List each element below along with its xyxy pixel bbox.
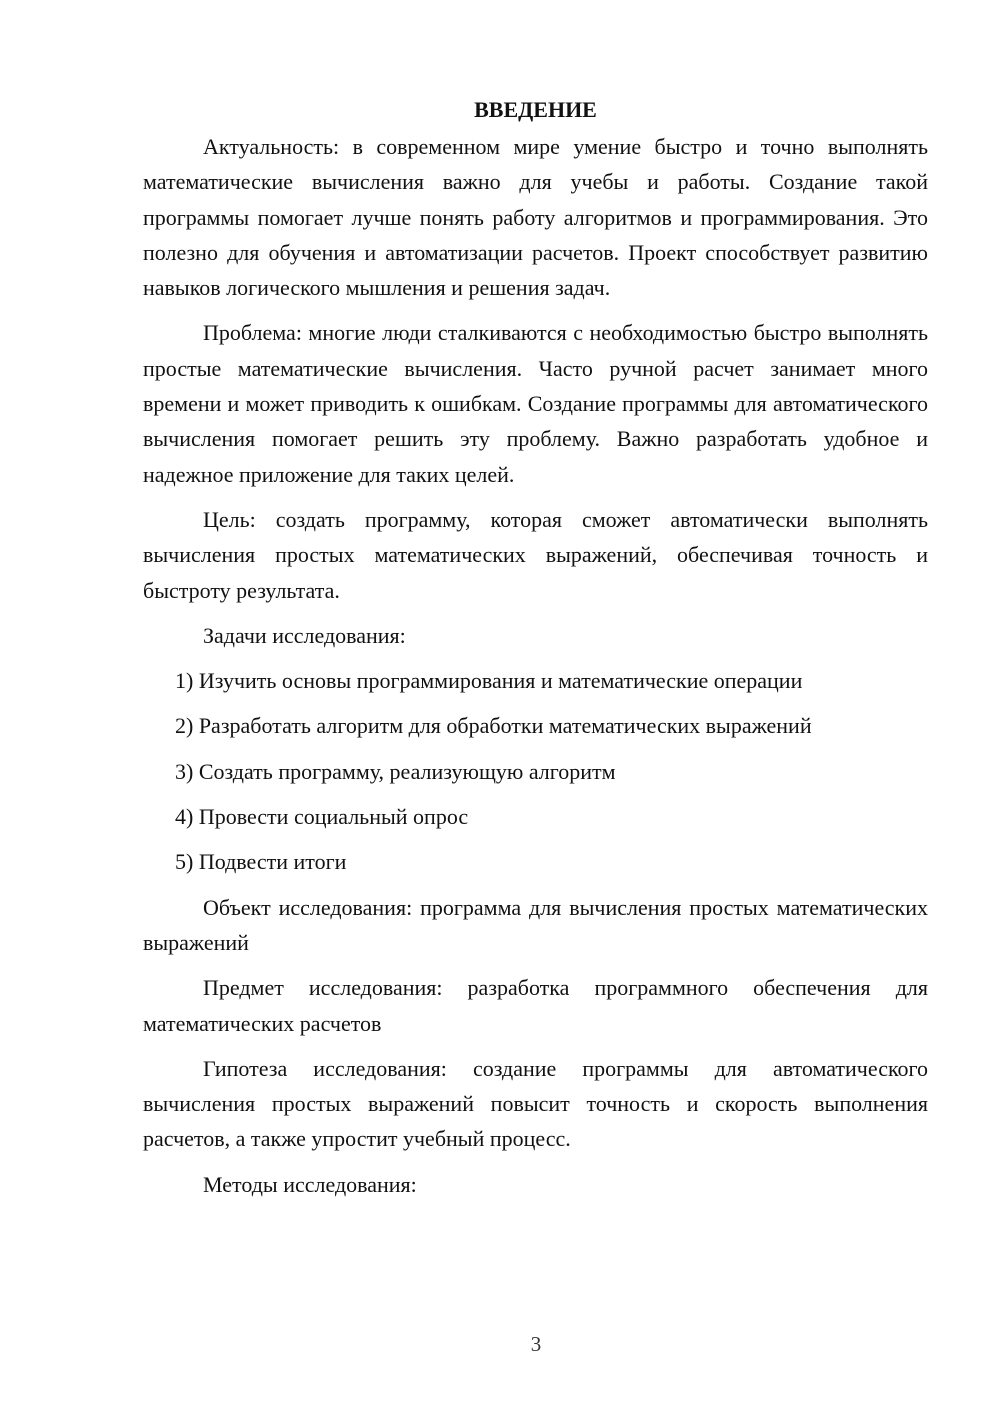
hypothesis-paragraph: Гипотеза исследования: создание программы для автоматического вычисления простых выражений повысит точность и скорость выполнения расчетов, а также упростит учебный процесс. xyxy=(143,1055,928,1152)
task-item: 4) Провести социальный опрос xyxy=(175,804,469,830)
task-item: 5) Подвести итоги xyxy=(175,849,347,875)
page-number: 3 xyxy=(530,1332,542,1356)
relevance-paragraph: Актуальность: в современном мире умение быстро и точно выполнять математические вычисления важно для учебы и работы. Создание такой программы помогает лучше понять работу алгоритмов и программирования. Это полезно для обучения и автоматизации расчетов. Проект способствует развитию навыков логического мышления и решения задач. xyxy=(143,134,928,301)
section-title: ВВЕДЕНИЕ xyxy=(474,97,597,122)
problem-paragraph: Проблема: многие люди сталкиваются с необходимостью быстро выполнять простые математические вычисления. Часто ручной расчет занимает много времени и может приводить к ошибкам. Создание программы для автоматического вычисления помогает решить эту проблему. Важно разработать удобное и надежное приложение для таких целей. xyxy=(143,320,928,487)
goal-paragraph: Цель: создать программу, которая сможет автоматически выполнять вычисления простых математических выражений, обеспечивая точность и быстроту результата. xyxy=(143,506,928,603)
methods-heading: Методы исследования: xyxy=(203,1171,417,1197)
task-item: 3) Создать программу, реализующую алгоритм xyxy=(175,758,616,784)
task-item: 1) Изучить основы программирования и математические операции xyxy=(175,668,803,694)
page-content xyxy=(143,92,928,1212)
tasks-heading: Задачи исследования: xyxy=(203,622,406,648)
task-item: 2) Разработать алгоритм для обработки математических выражений xyxy=(175,713,812,739)
subject-paragraph: Предмет исследования: разработка программного обеспечения для математических расчетов xyxy=(143,975,928,1036)
object-paragraph: Объект исследования: программа для вычисления простых математических выражений xyxy=(143,894,928,955)
